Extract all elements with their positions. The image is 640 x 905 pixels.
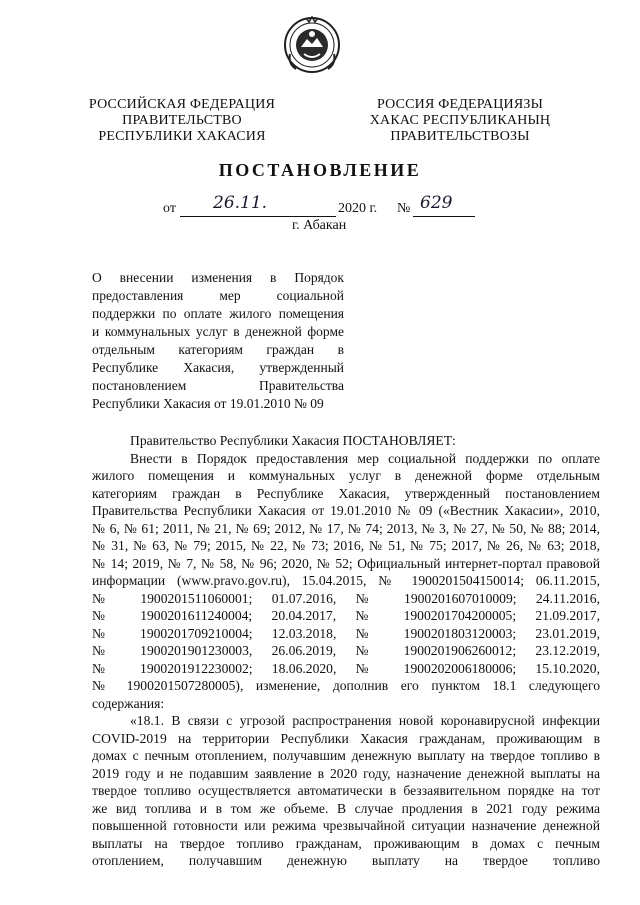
body-line: № 6, № 61; 2011, № 21, № 69; 2012, № 17, № 74; 2013, № 3, № 27, № 50, № 88; 2014, <box>92 520 600 536</box>
body-line: № 1900201901230003, 26.06.2019, № 1900201906260012; 23.12.2019, <box>92 643 600 658</box>
body-line: «18.1. В связи с угрозой распространения новой коронавирусной инфекции <box>130 713 600 728</box>
subject-line: Республики Хакасия от 19.01.2010 № 09 <box>92 396 324 411</box>
body-line: № 1900201709210004; 12.03.2018, № 1900201803120003; 23.01.2019, <box>92 625 600 641</box>
number-handwritten: 629 <box>420 193 453 213</box>
subject-line: отдельным категориям граждан в <box>92 342 344 357</box>
number-underline <box>413 216 475 217</box>
header-right-line: РОССИЯ ФЕДЕРАЦИЯЗЫ <box>376 97 544 112</box>
subject-line: Республике Хакасия, утвержденный <box>92 360 344 375</box>
year-label: 2020 г. <box>338 201 378 216</box>
body-line: № 1900201507280005), изменение, дополнив его пунктом 18.1 следующего <box>92 678 600 693</box>
body-line: № 1900201511060001; 01.07.2016, № 1900201607010009; 24.11.2016, <box>92 590 600 606</box>
body-line: жилого помещения и коммунальных услуг в денежной форме отдельным <box>92 468 600 483</box>
body-line: же вид топлива и в том же объеме. В случае продления в 2021 году режима <box>92 800 600 816</box>
number-label: № <box>397 201 411 216</box>
header-left <box>84 97 280 145</box>
body-line: отоплением, получавшим денежную выплату на твердое топливо <box>92 853 600 868</box>
body-line: Правительства Республики Хакасия от 19.01.2010 № 09 («Вестник Хакасии», 2010, <box>92 503 600 518</box>
body-line: № 1900201912230002; 18.06.2020, № 1900202006180006; 15.10.2020, <box>92 660 600 676</box>
date-handwritten: 26.11. <box>213 193 268 213</box>
header-left-line: ПРАВИТЕЛЬСТВО <box>122 113 242 128</box>
body-line: повышенной готовности или режима чрезвычайной ситуации назначение денежной <box>92 818 600 833</box>
document-body <box>92 432 600 870</box>
header-right-line: ПРАВИТЕЛЬСТВОЗЫ <box>390 129 530 144</box>
body-line: Внести в Порядок предоставления мер социальной поддержки по оплате <box>130 450 600 466</box>
body-line: информации (www.pravo.gov.ru), 15.04.2015, № 1900201504150014; 06.11.2015, <box>92 573 600 588</box>
body-line: домах с печным отоплением, получавшим денежную выплату на твердое топливо в <box>92 748 600 763</box>
subject-line: и коммунальных услуг в денежной форме <box>92 324 344 339</box>
body-line: выплаты на твердое топливо гражданам, проживающим в домах с печным <box>92 835 600 851</box>
from-label: от <box>163 201 176 216</box>
header-left-line: РОССИЙСКАЯ ФЕДЕРАЦИЯ <box>88 97 276 112</box>
subject-line: предоставления мер социальной <box>92 288 344 303</box>
body-line: 2019 году и не подавшим заявление в 2020 году, назначение денежной выплаты на <box>92 765 600 781</box>
body-line: COVID-2019 на территории Республики Хакасия гражданам, проживающим в <box>92 730 600 746</box>
coat-of-arms-icon <box>282 14 342 76</box>
document-type-title: ПОСТАНОВЛЕНИЕ <box>218 160 422 180</box>
body-line: № 1900201611240004; 20.04.2017, № 1900201704200005; 21.09.2017, <box>92 608 600 623</box>
header-right <box>368 97 552 145</box>
subject-line: О внесении изменения в Порядок <box>92 270 344 285</box>
body-line: твердое топливо осуществляется автоматически в беззаявительном порядке на тот <box>92 783 600 798</box>
body-line: № 31, № 63, № 79; 2015, № 22, № 73; 2016, № 51, № 75; 2017, № 26, № 63; 2018, <box>92 538 600 553</box>
body-line: содержания: <box>92 695 165 711</box>
subject-line: поддержки по оплате жилого помещения <box>92 306 344 321</box>
body-line: категориям граждан в Республике Хакасия, утвержденный постановлением <box>92 485 600 501</box>
subject-line: постановлением Правительства <box>92 378 344 393</box>
body-line: Правительство Республики Хакасия ПОСТАНОВЛЯЕТ: <box>130 433 456 448</box>
city-label: г. Абакан <box>292 218 347 233</box>
header-right-line: ХАКАС РЕСПУБЛИКАНЫҢ <box>369 113 551 128</box>
body-line: № 14; 2019, № 7, № 58, № 96; 2020, № 52; Официальный интернет-портал правовой <box>92 555 600 571</box>
header-left-line: РЕСПУБЛИКИ ХАКАСИЯ <box>98 129 266 144</box>
document-subject <box>92 269 344 413</box>
date-underline <box>180 216 336 217</box>
